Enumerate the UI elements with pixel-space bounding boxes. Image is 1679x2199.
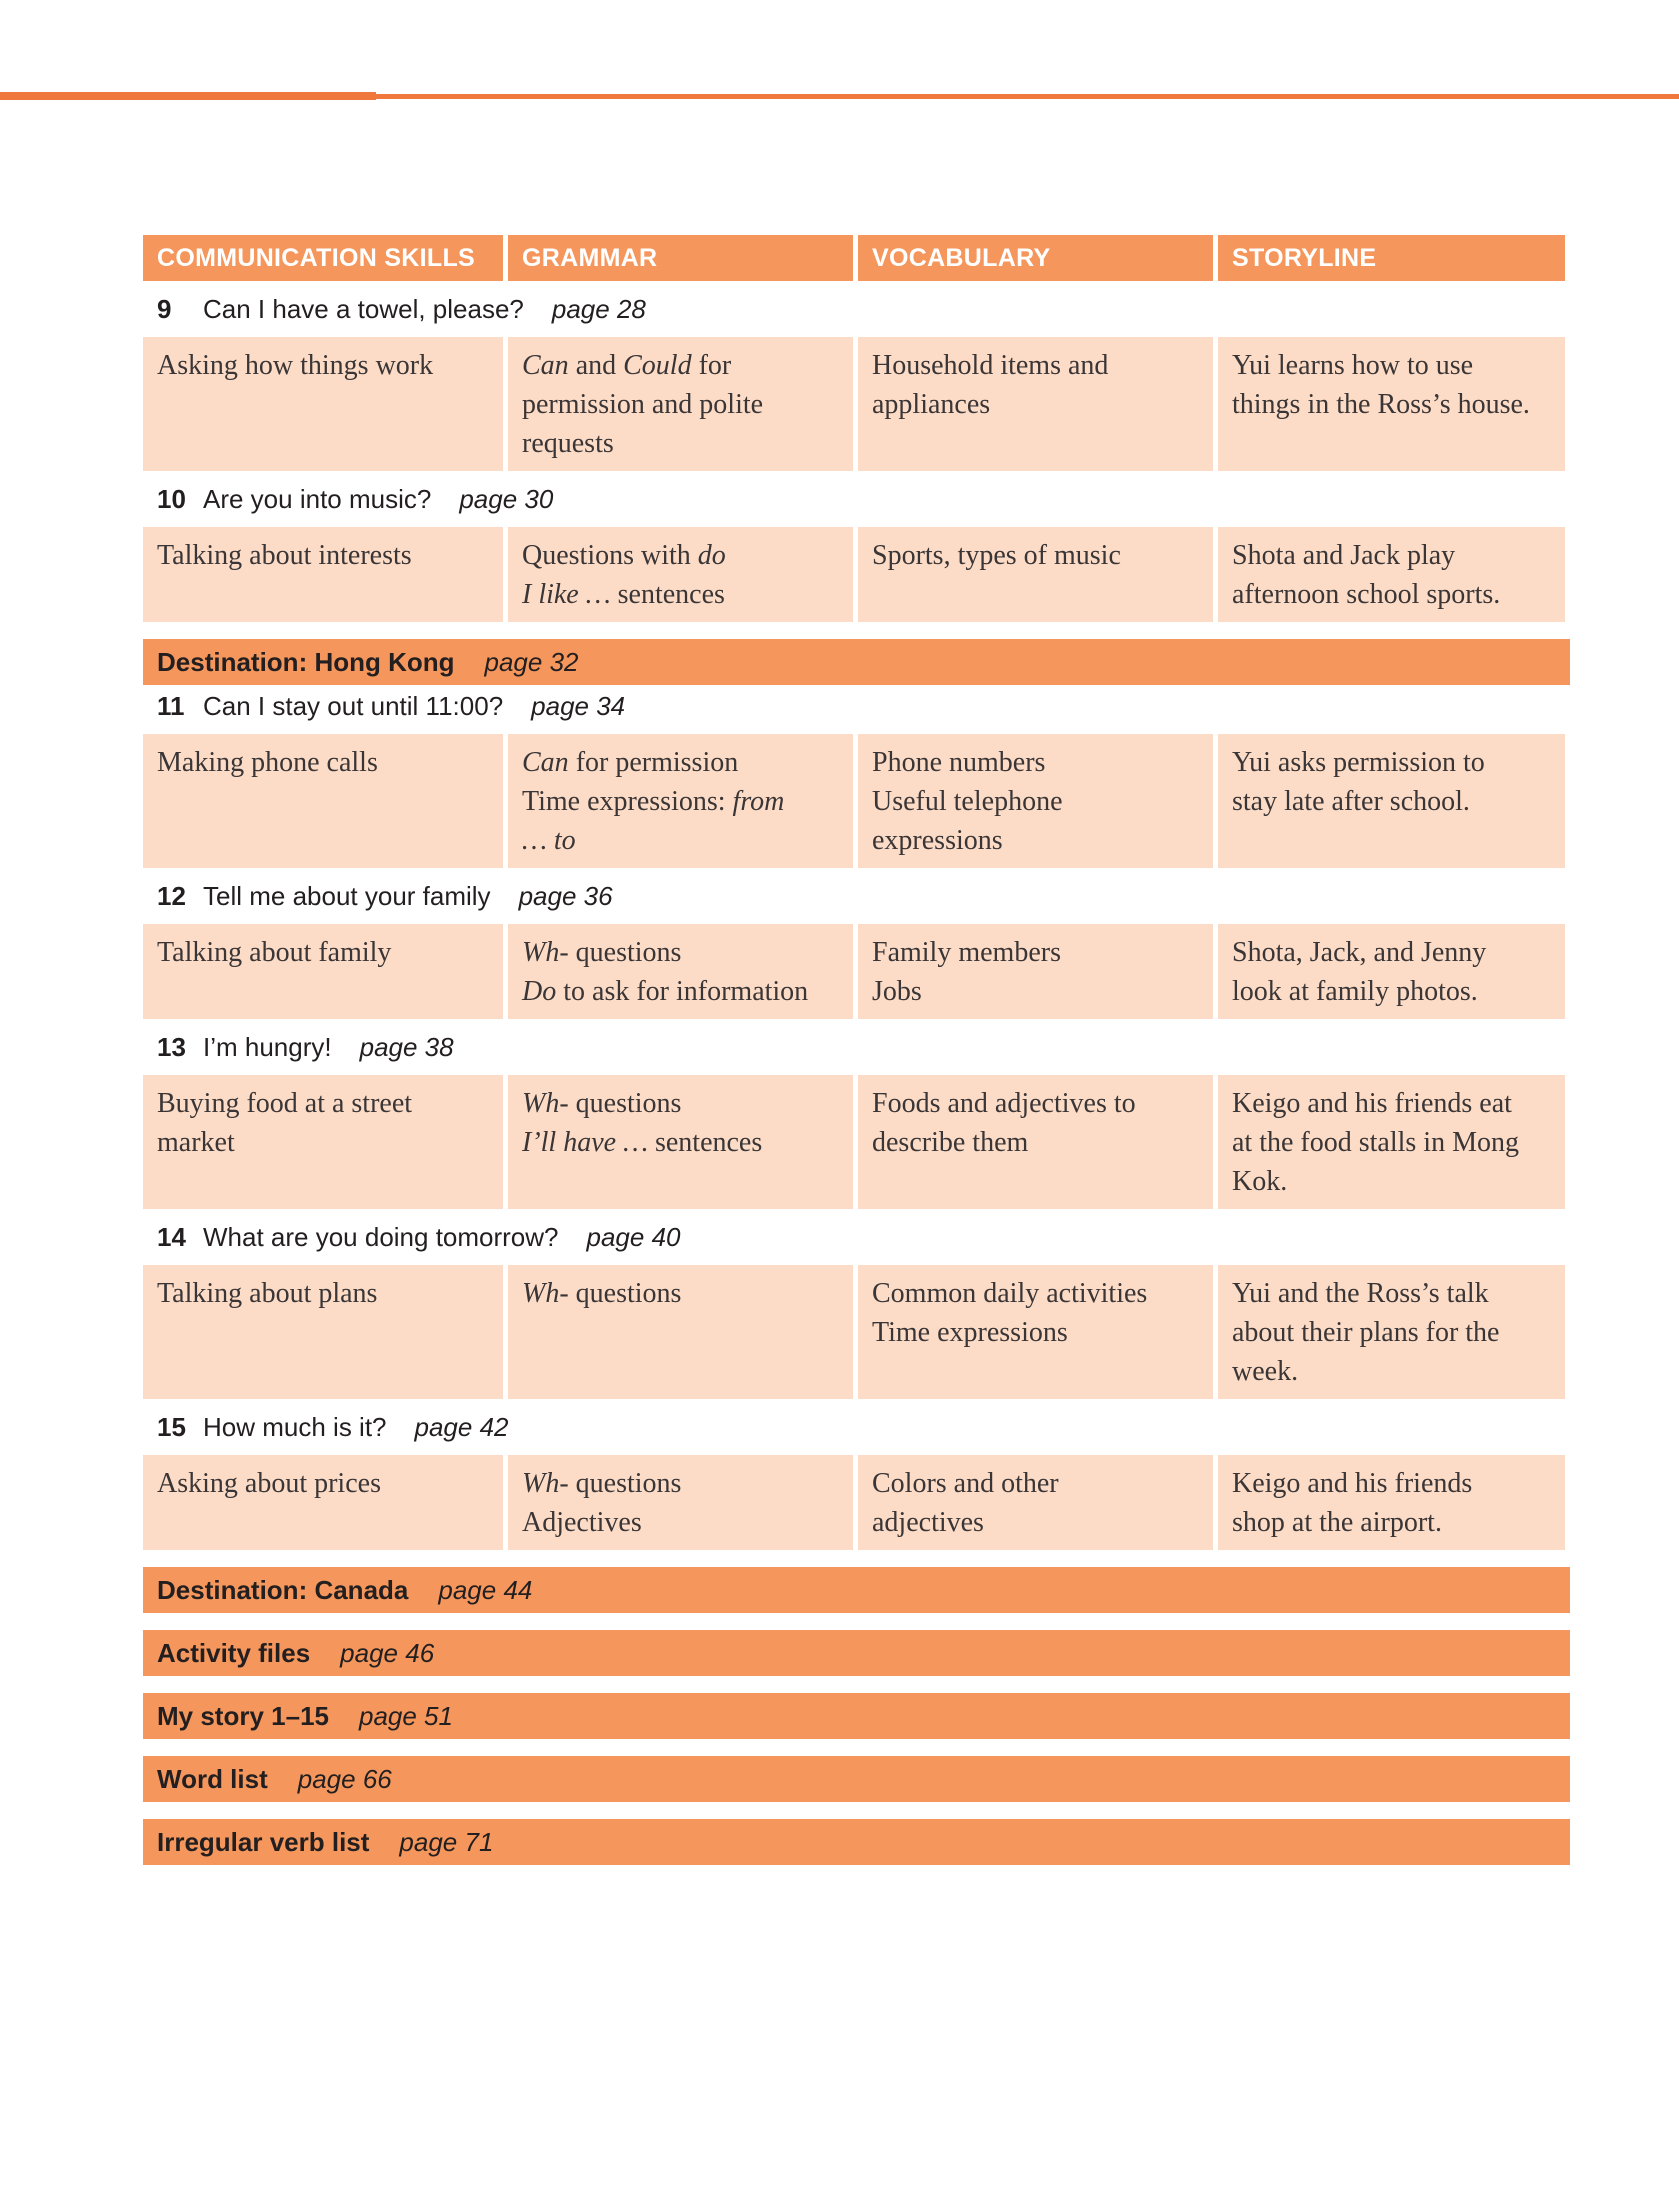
cell-line: Sports, types of music <box>872 540 1121 571</box>
cell-line: stay late after school. <box>1232 786 1470 817</box>
header-storyline: STORYLINE <box>1218 235 1565 281</box>
unit-9 <box>143 281 1570 471</box>
unit-page-ref: page 30 <box>459 483 554 514</box>
cell-line: at the food stalls in Mong <box>1232 1127 1519 1158</box>
cell-line: market <box>157 1127 235 1158</box>
unit-heading[interactable] <box>143 471 1570 527</box>
cell-line: Time expressions <box>872 1317 1068 1348</box>
unit-title: Tell me about your family <box>203 880 491 911</box>
unit-heading[interactable] <box>143 281 1570 337</box>
cell-line: Household items and <box>872 350 1109 381</box>
unit-title: How much is it? <box>203 1411 387 1442</box>
section-page: page 46 <box>340 1637 435 1668</box>
unit-15 <box>143 1399 1570 1550</box>
cell-line: Asking about prices <box>157 1468 381 1499</box>
unit-heading[interactable] <box>143 868 1570 924</box>
vocabulary-cell <box>858 337 1213 471</box>
grammar-cell <box>508 1455 853 1550</box>
cell-line: Phone numbers <box>872 747 1046 778</box>
cell-line: shop at the airport. <box>1232 1507 1442 1538</box>
cell-line: requests <box>522 428 614 459</box>
unit-number: 9 <box>157 293 172 324</box>
cell-line: Talking about family <box>157 937 392 968</box>
unit-number: 14 <box>157 1221 186 1252</box>
unit-14 <box>143 1209 1570 1399</box>
cell-line: Can and Could for <box>522 350 732 381</box>
communication-cell <box>143 734 503 868</box>
back-section-bar[interactable] <box>143 1819 1570 1865</box>
top-rule-right <box>376 94 1679 99</box>
unit-content-row <box>143 1265 1570 1399</box>
unit-page-ref: page 38 <box>359 1031 454 1062</box>
cell-line: Kok. <box>1232 1166 1288 1197</box>
cell-line: Wh- questions <box>522 1468 682 1499</box>
back-section-bar[interactable] <box>143 1756 1570 1802</box>
cell-line: Wh- questions <box>522 937 682 968</box>
cell-line: Family members <box>872 937 1061 968</box>
unit-11 <box>143 678 1570 868</box>
unit-page-ref: page 28 <box>551 293 646 324</box>
cell-line: expressions <box>872 825 1003 856</box>
unit-page-ref: page 40 <box>586 1221 681 1252</box>
unit-content-row <box>143 1455 1570 1550</box>
unit-page-ref: page 42 <box>414 1411 509 1442</box>
unit-heading[interactable] <box>143 1399 1570 1455</box>
unit-content-row <box>143 924 1570 1019</box>
communication-cell <box>143 1075 503 1209</box>
back-section-bar[interactable] <box>143 1630 1570 1676</box>
storyline-cell <box>1218 337 1565 471</box>
units-group-b <box>143 678 1570 1550</box>
unit-page-ref: page 36 <box>518 880 613 911</box>
cell-line: Talking about interests <box>157 540 412 571</box>
cell-line: Shota and Jack play <box>1232 540 1456 571</box>
communication-cell <box>143 1455 503 1550</box>
storyline-cell <box>1218 527 1565 622</box>
section-page: page 66 <box>297 1763 392 1794</box>
cell-line: Yui asks permission to <box>1232 747 1485 778</box>
unit-heading[interactable] <box>143 1019 1570 1075</box>
storyline-cell <box>1218 924 1565 1019</box>
cell-line: describe them <box>872 1127 1029 1158</box>
unit-title: I’m hungry! <box>203 1031 332 1062</box>
cell-line: Wh- questions <box>522 1278 682 1309</box>
grammar-cell <box>508 734 853 868</box>
cell-line: adjectives <box>872 1507 984 1538</box>
unit-number: 13 <box>157 1031 186 1062</box>
vocabulary-cell <box>858 1075 1213 1209</box>
grammar-cell <box>508 337 853 471</box>
cell-line: about their plans for the <box>1232 1317 1500 1348</box>
cell-line: Asking how things work <box>157 350 434 381</box>
section-title: Word list <box>157 1763 268 1794</box>
cell-line: look at family photos. <box>1232 976 1478 1007</box>
cell-line: Shota, Jack, and Jenny <box>1232 937 1487 968</box>
communication-cell <box>143 924 503 1019</box>
vocabulary-cell <box>858 527 1213 622</box>
unit-number: 11 <box>157 690 185 721</box>
cell-line: Yui learns how to use <box>1232 350 1474 381</box>
communication-cell <box>143 1265 503 1399</box>
contents-table <box>143 235 1570 1865</box>
vocabulary-cell <box>858 734 1213 868</box>
unit-title: Are you into music? <box>203 483 432 514</box>
grammar-cell <box>508 1075 853 1209</box>
cell-line: I like … sentences <box>522 579 725 610</box>
unit-content-row <box>143 527 1570 622</box>
unit-13 <box>143 1019 1570 1209</box>
cell-line: Common daily activities <box>872 1278 1148 1309</box>
section-title: Activity files <box>157 1637 311 1668</box>
destination-page: page 32 <box>484 646 579 677</box>
vocabulary-cell <box>858 1265 1213 1399</box>
cell-line: Jobs <box>872 976 922 1007</box>
unit-number: 10 <box>157 483 186 514</box>
unit-title: Can I stay out until 11:00? <box>203 690 504 721</box>
unit-number: 12 <box>157 880 186 911</box>
cell-line: Wh- questions <box>522 1088 682 1119</box>
destination-title: Destination: Hong Kong <box>157 646 455 677</box>
cell-line: Keigo and his friends eat <box>1232 1088 1512 1119</box>
cell-line: week. <box>1232 1356 1299 1387</box>
storyline-cell <box>1218 734 1565 868</box>
cell-line: Do to ask for information <box>522 976 809 1007</box>
communication-cell <box>143 527 503 622</box>
unit-number: 15 <box>157 1411 186 1442</box>
cell-line: Questions with do <box>522 540 726 571</box>
cell-line: Keigo and his friends <box>1232 1468 1473 1499</box>
storyline-cell <box>1218 1455 1565 1550</box>
cell-line: appliances <box>872 389 991 420</box>
section-title: My story 1–15 <box>157 1700 329 1731</box>
unit-12 <box>143 868 1570 1019</box>
back-section-bar[interactable] <box>143 1567 1570 1613</box>
cell-line: Time expressions: from <box>522 786 785 817</box>
header-communication-skills: COMMUNICATION SKILLS <box>143 235 503 281</box>
storyline-cell <box>1218 1265 1565 1399</box>
unit-title: Can I have a towel, please? <box>203 293 524 324</box>
unit-content-row <box>143 1075 1570 1209</box>
back-section-bar[interactable] <box>143 1693 1570 1739</box>
section-page: page 51 <box>358 1700 453 1731</box>
cell-line: Foods and adjectives to <box>872 1088 1136 1119</box>
communication-cell <box>143 337 503 471</box>
grammar-cell <box>508 1265 853 1399</box>
unit-10 <box>143 471 1570 622</box>
units-group-a <box>143 281 1570 622</box>
back-matter-sections <box>143 1567 1570 1865</box>
vocabulary-cell <box>858 1455 1213 1550</box>
header-grammar: GRAMMAR <box>508 235 853 281</box>
grammar-cell <box>508 527 853 622</box>
unit-heading[interactable] <box>143 1209 1570 1265</box>
vocabulary-cell <box>858 924 1213 1019</box>
unit-content-row <box>143 734 1570 868</box>
cell-line: permission and polite <box>522 389 764 420</box>
storyline-cell <box>1218 1075 1565 1209</box>
cell-line: things in the Ross’s house. <box>1232 389 1530 420</box>
cell-line: … to <box>522 825 576 856</box>
section-page: page 71 <box>399 1826 494 1857</box>
cell-line: afternoon school sports. <box>1232 579 1501 610</box>
cell-line: Making phone calls <box>157 747 378 778</box>
unit-page-ref: page 34 <box>531 690 626 721</box>
header-vocabulary: VOCABULARY <box>858 235 1213 281</box>
unit-heading[interactable] <box>143 678 1570 734</box>
header-row <box>143 235 1570 281</box>
cell-line: Talking about plans <box>157 1278 378 1309</box>
unit-content-row <box>143 337 1570 471</box>
cell-line: Yui and the Ross’s talk <box>1232 1278 1489 1309</box>
section-title: Irregular verb list <box>157 1826 370 1857</box>
cell-line: Buying food at a street <box>157 1088 413 1119</box>
unit-title: What are you doing tomorrow? <box>203 1221 559 1252</box>
grammar-cell <box>508 924 853 1019</box>
cell-line: Can for permission <box>522 747 739 778</box>
cell-line: Adjectives <box>522 1507 642 1538</box>
cell-line: Colors and other <box>872 1468 1059 1499</box>
cell-line: Useful telephone <box>872 786 1063 817</box>
section-title: Destination: Canada <box>157 1574 409 1605</box>
section-page: page 44 <box>438 1574 533 1605</box>
top-rule-left <box>0 92 376 100</box>
cell-line: I’ll have … sentences <box>522 1127 763 1158</box>
